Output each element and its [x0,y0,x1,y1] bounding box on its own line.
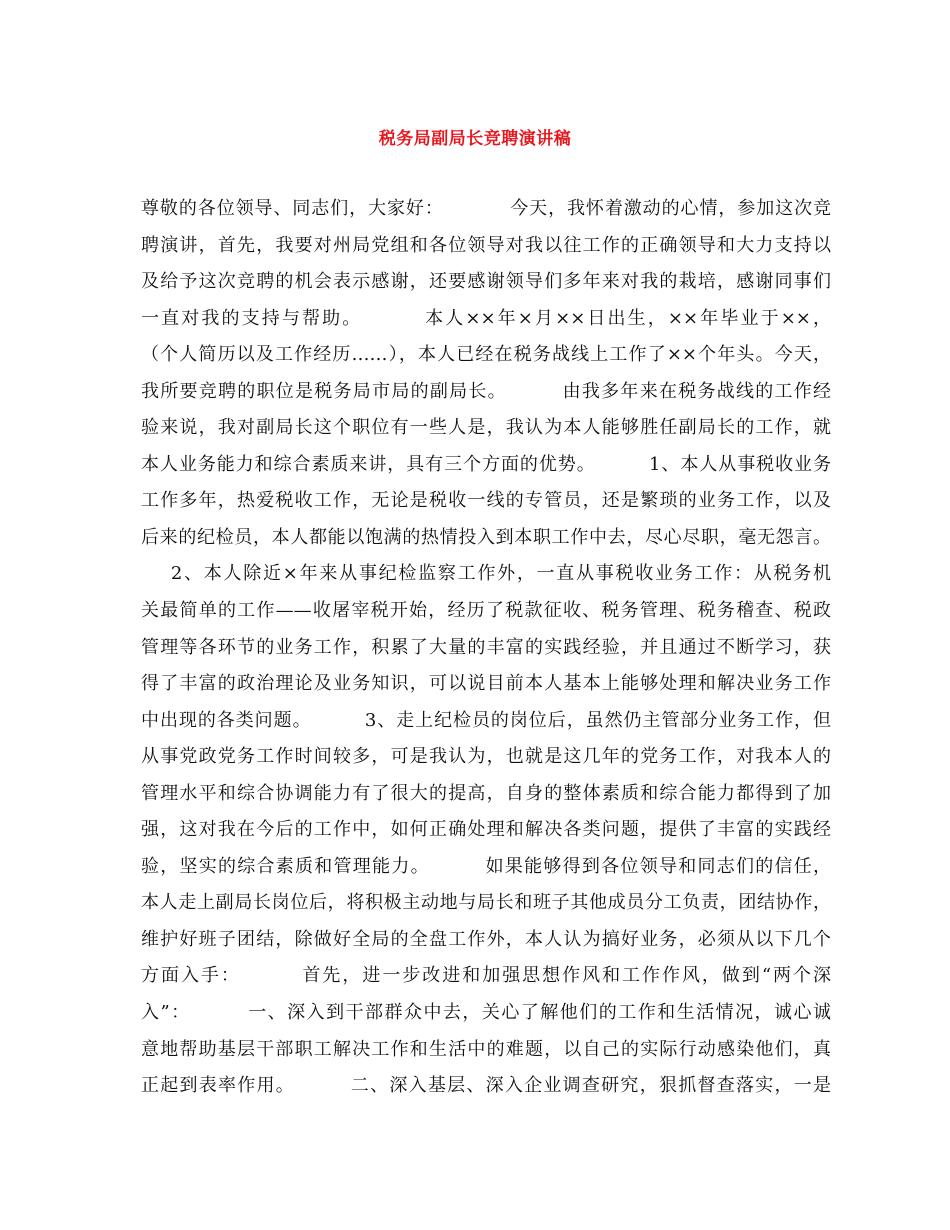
body-line: 2、本人除近×年来从事纪检监察工作外，一直从事税收业务工作：从税务机 [141,563,831,585]
body-line: 入”： 一、深入到干部群众中去，关心了解他们的工作和生活情况，诚心诚 [141,1002,831,1024]
body-line: 验来说，我对副局长这个职位有一些人是，我认为本人能够胜任副局长的工作，就 [141,417,831,439]
body-line: 意地帮助基层干部职工解决工作和生活中的难题，以自己的实际行动感染他们，真 [141,1038,831,1060]
body-line: （个人简历以及工作经历……），本人已经在税务战线上工作了××个年头。今天， [141,344,831,366]
body-line: 一直对我的支持与帮助。 本人××年×月××日出生，××年毕业于××， [141,307,831,329]
body-line: 我所要竞聘的职位是税务局市局的副局长。 由我多年来在税务战线的工作经 [141,380,831,402]
body-line: 工作多年，热爱税收工作，无论是税收一线的专管员，还是繁琐的业务工作，以及 [141,490,831,512]
body-line: 及给予这次竞聘的机会表示感谢，还要感谢领导们多年来对我的栽培，感谢同事们 [141,271,831,293]
body-line: 验，坚实的综合素质和管理能力。 如果能够得到各位领导和同志们的信任， [141,855,831,877]
body-line: 关最简单的工作——收屠宰税开始，经历了税款征收、税务管理、税务稽查、税政 [141,600,831,622]
body-line: 从事党政党务工作时间较多，可是我认为，也就是这几年的党务工作，对我本人的 [141,746,831,768]
body-line: 尊敬的各位领导、同志们，大家好： 今天，我怀着激动的心情，参加这次竞 [141,198,831,219]
body-line: 强，这对我在今后的工作中，如何正确处理和解决各类问题，提供了丰富的实践经 [141,819,831,841]
body-line: 中出现的各类问题。 3、走上纪检员的岗位后，虽然仍主管部分业务工作，但 [141,709,831,731]
body-line: 管理等各环节的业务工作，积累了大量的丰富的实践经验，并且通过不断学习，获 [141,636,831,658]
body-line: 本人走上副局长岗位后，将积极主动地与局长和班子其他成员分工负责，团结协作， [141,892,831,914]
document-title: 税务局副局长竞聘演讲稿 [378,129,572,149]
body-line: 维护好班子团结，除做好全局的全盘工作外，本人认为搞好业务，必须从以下几个 [141,928,831,950]
document-body [141,191,831,1105]
body-line: 后来的纪检员，本人都能以饱满的热情投入到本职工作中去，尽心尽职，毫无怨言。 [141,526,831,548]
body-line: 聘演讲，首先，我要对州局党组和各位领导对我以往工作的正确领导和大力支持以 [141,234,831,256]
body-line: 正起到表率作用。 二、深入基层、深入企业调查研究，狠抓督查落实，一是 [141,1075,831,1097]
body-line: 得了丰富的政治理论及业务知识，可以说目前本人基本上能够处理和解决业务工作 [141,673,831,695]
body-line: 本人业务能力和综合素质来讲，具有三个方面的优势。 1、本人从事税收业务 [141,453,831,475]
body-line: 管理水平和综合协调能力有了很大的提高，自身的整体素质和综合能力都得到了加 [141,782,831,804]
body-line: 方面入手： 首先，进一步改进和加强思想作风和工作作风，做到“两个深 [141,965,831,987]
